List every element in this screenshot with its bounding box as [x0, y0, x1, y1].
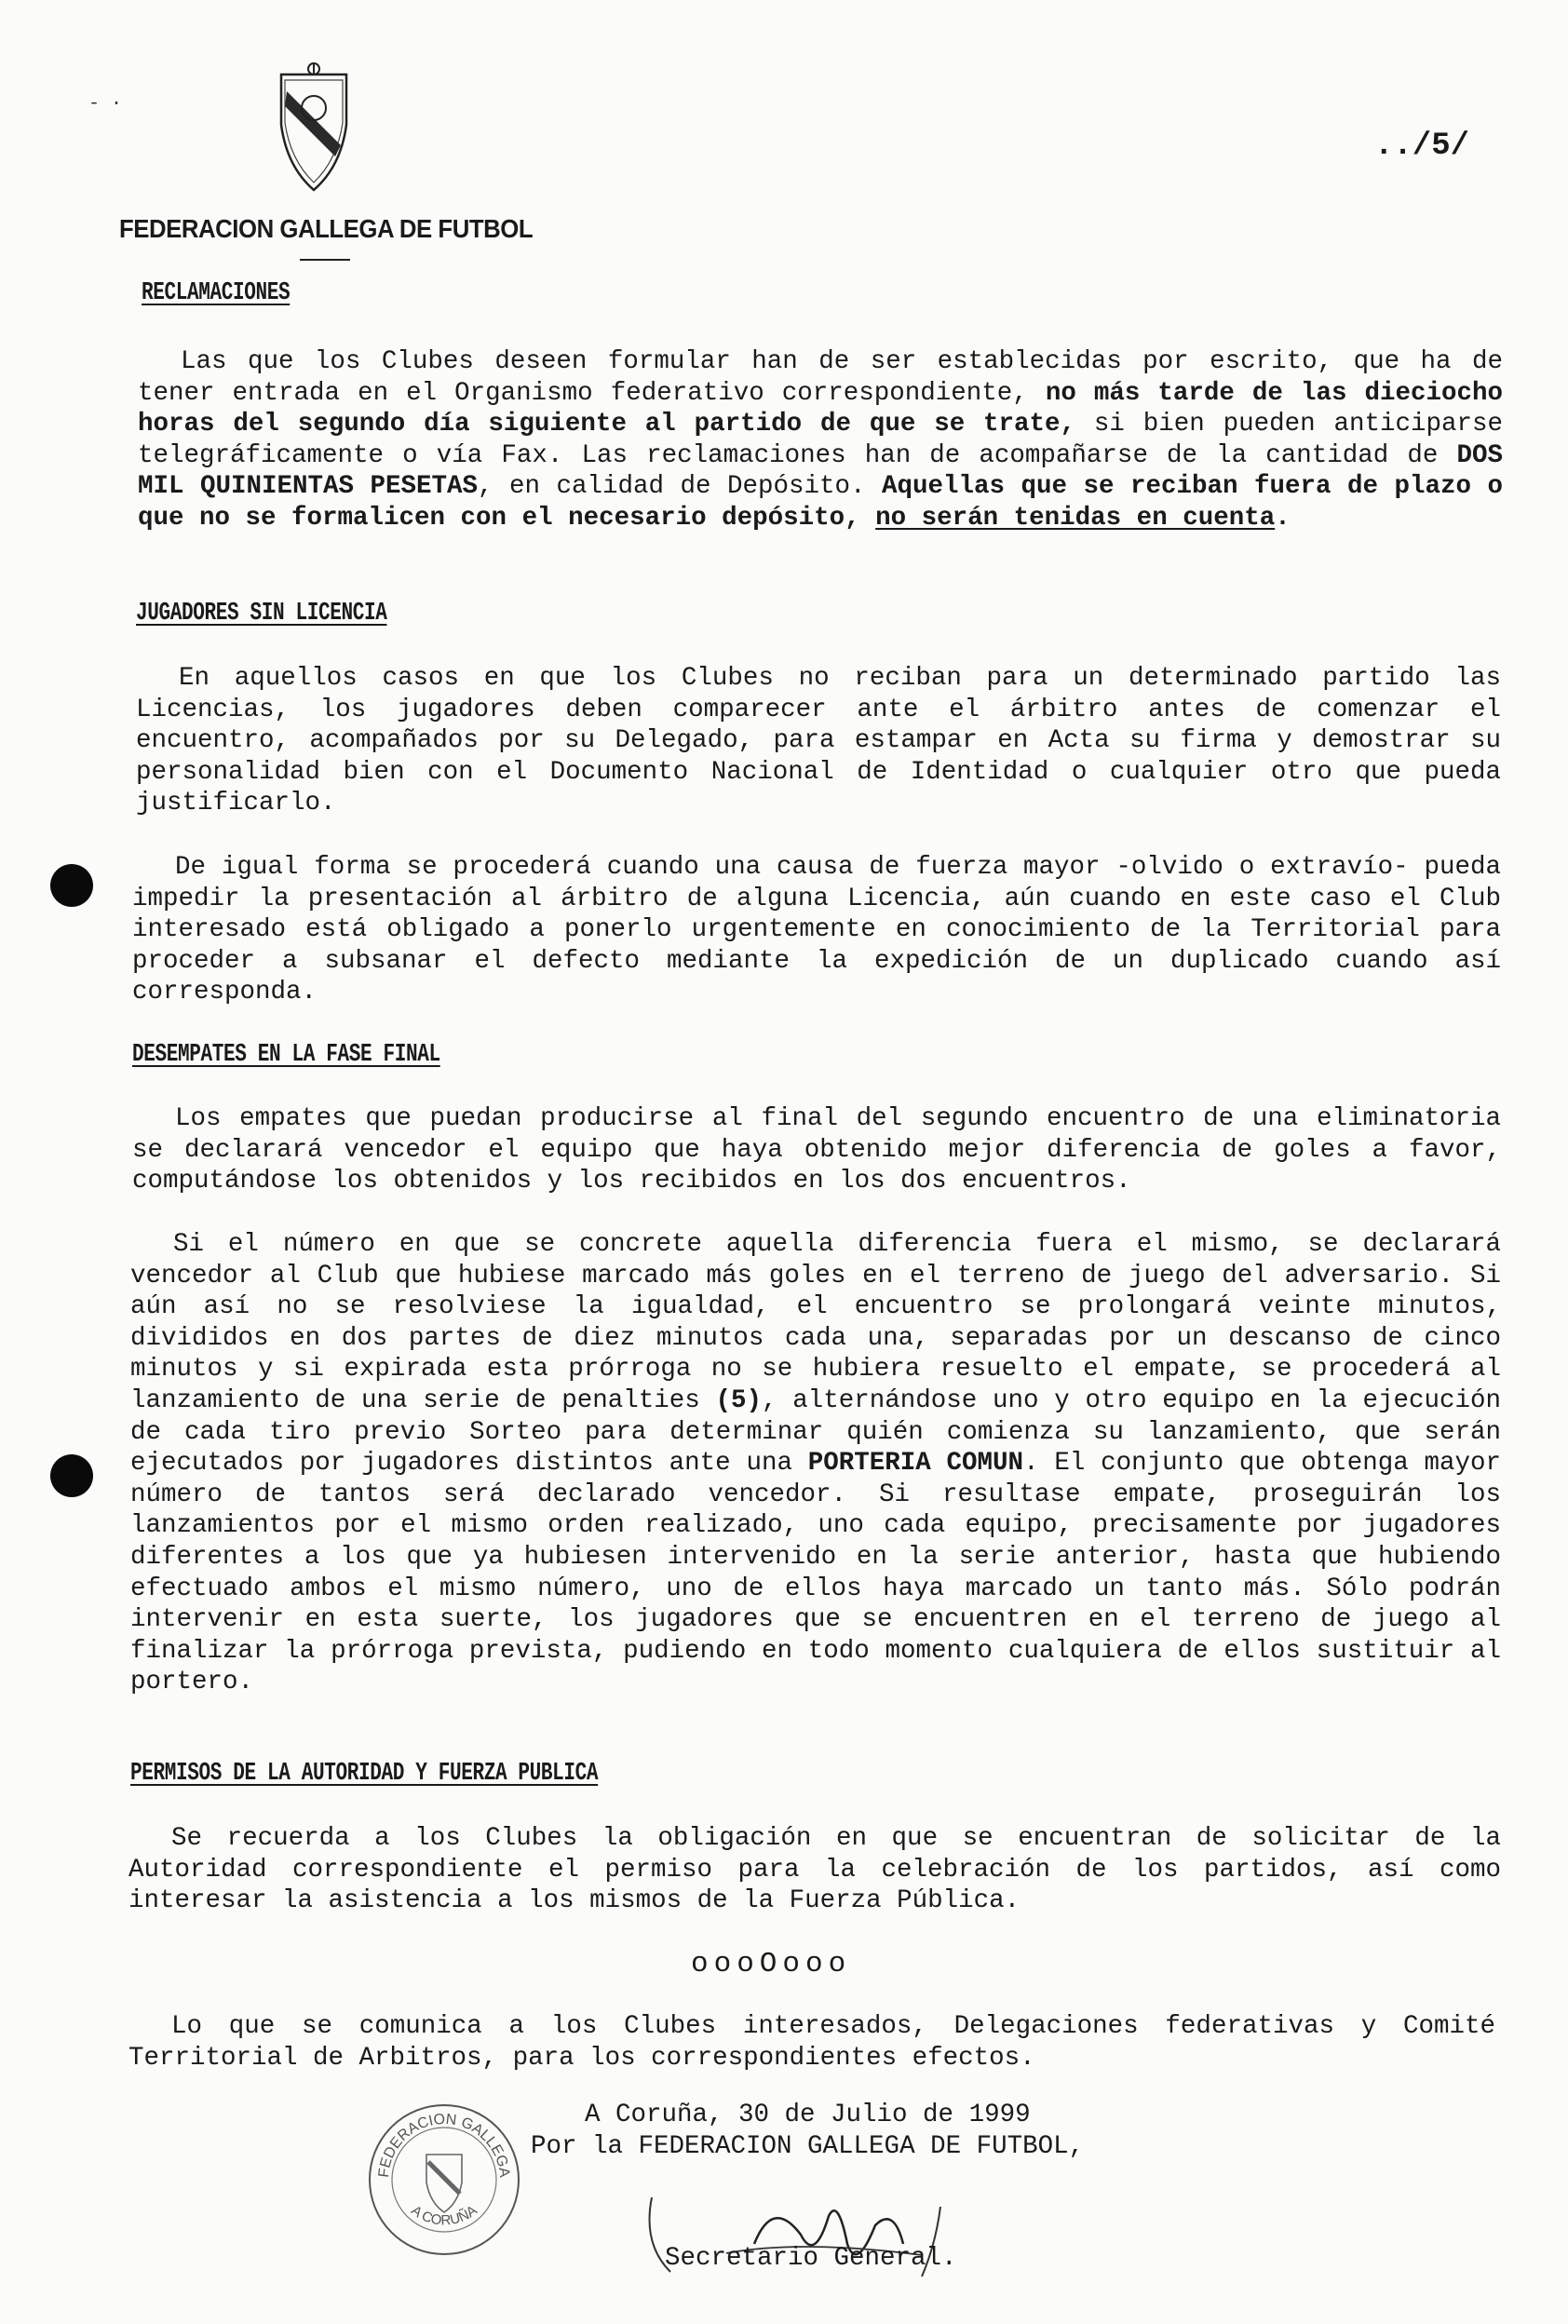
paragraph-jugadores-2: De igual forma se procederá cuando una causa de fuerza mayor -olvido o extravío- pueda impedir la presentación al árbitro de alguna Licencia, aún cuando en este caso el Club interesado está obligado a ponerlo urgentemente en conocimiento de la Territorial para proceder a subsanar el defecto mediante la expedición de un duplicado cuando así corresponda. [132, 853, 1501, 1007]
paragraph-desempates-1: Los empates que puedan producirse al final del segundo encuentro de una eliminatoria se declarará vencedor el equipo que haya obtenido mejor diferencia de goles a favor, computándose los obtenidos y los recibidos en los dos encuentros. [132, 1104, 1501, 1196]
stamp-bottom-text: A CORUÑA [408, 2202, 480, 2229]
organization-underline [300, 259, 350, 261]
heading-permisos: PERMISOS DE LA AUTORIDAD Y FUERZA PUBLICA [130, 1760, 599, 1788]
svg-text:A CORUÑA [408, 2202, 480, 2228]
paragraph-jugadores-1: En aquellos casos en que los Clubes no reciban para un determinado partido las Licencias, los jugadores deben comparecer ante el árbitro antes de comenzar el encuentro, acompañados por su Delegado, para estampar en Acta su firma y demostrar su personalidad bien con el Documento Nacional de Identidad o cualquier otro que pueda justificarlo. [136, 664, 1501, 818]
heading-desempates: DESEMPATES EN LA FASE FINAL [132, 1041, 440, 1069]
section-separator: oooOooo [691, 1948, 852, 1980]
paragraph-reclamaciones: Las que los Clubes deseen formular han de ser establecidas por escrito, que ha de tener entrada en el Organismo federativo correspondiente, no más tarde de las dieciocho horas del segundo día siguiente al partido de que se trate, si bien pueden anticiparse telegráficamente o vía Fax. Las reclamaciones han de acompañarse de la cantidad de DOS MIL QUINIENTAS PESETAS, en calidad de Depósito. Aquellas que se reciban fuera de plazo o que no se formalicen con el necesario depósito, no serán tenidas en cuenta. [138, 347, 1504, 533]
hole-punch-mark [50, 1454, 93, 1497]
hole-punch-mark [50, 864, 93, 907]
organization-name: FEDERACION GALLEGA DE FUTBOL [119, 214, 534, 243]
stamp-top-text: FEDERACION GALLEGA [375, 2111, 513, 2179]
paragraph-desempates-2: Si el número en que se concrete aquella diferencia fuera el mismo, se declarará vencedor al Club que hubiese marcado más goles en el terreno de juego del adversario. Si aún así no se resolviese la igualdad, el encuentro se prolongará veinte minutos, divididos en dos partes de diez minutos cada una, separadas por un descanso de cinco minutos y si expirada esta prórroga no se hubiera resuelto el empate, se procederá al lanzamiento de una serie de penalties (5), alternándose uno y otro equipo en la ejecución de cada tiro previo Sorteo para determinar quién comienza su lanzamiento, que serán ejecutados por jugadores distintos ante una PORTERIA COMUN. El conjunto que obtenga mayor número de tantos será declarado vencedor. Si resultase empate, proseguirán los lanzamientos por el mismo orden realizado, uno cada equipo, precisamente por jugadores diferentes a los que ya hubiesen intervenido en la serie anterior, hasta que hubiendo efectuado ambos el mismo número, uno de ellos haya marcado un tanto más. Sólo podrán intervenir en esta suerte, los jugadores que se encuentren en el terreno de juego al finalizar la prórroga prevista, pudiendo en todo momento cualquiera de ellos sustituir al portero. [130, 1230, 1501, 1697]
heading-jugadores-sin-licencia: JUGADORES SIN LICENCIA [136, 600, 387, 628]
page-number: ../5/ [1374, 128, 1470, 164]
federation-crest-logo [276, 60, 352, 196]
signer-title: Secretario General. [665, 2244, 957, 2273]
federation-seal-stamp [365, 2101, 523, 2259]
paragraph-closing: Lo que se comunica a los Clubes interesados, Delegaciones federativas y Comité Territorial de Arbitros, para los correspondientes efectos. [128, 2012, 1495, 2073]
heading-reclamaciones: RECLAMACIONES [142, 279, 291, 307]
scan-marks: - · [88, 93, 123, 115]
paragraph-permisos: Se recuerda a los Clubes la obligación en que se encuentran de solicitar de la Autoridad correspondiente el permiso para la celebración de los partidos, así como interesar la asistencia a los mismos de la Fuerza Pública. [128, 1824, 1501, 1916]
place-date: A Coruña, 30 de Julio de 1999 [585, 2101, 1031, 2129]
on-behalf-line: Por la FEDERACION GALLEGA DE FUTBOL, [531, 2132, 1085, 2161]
